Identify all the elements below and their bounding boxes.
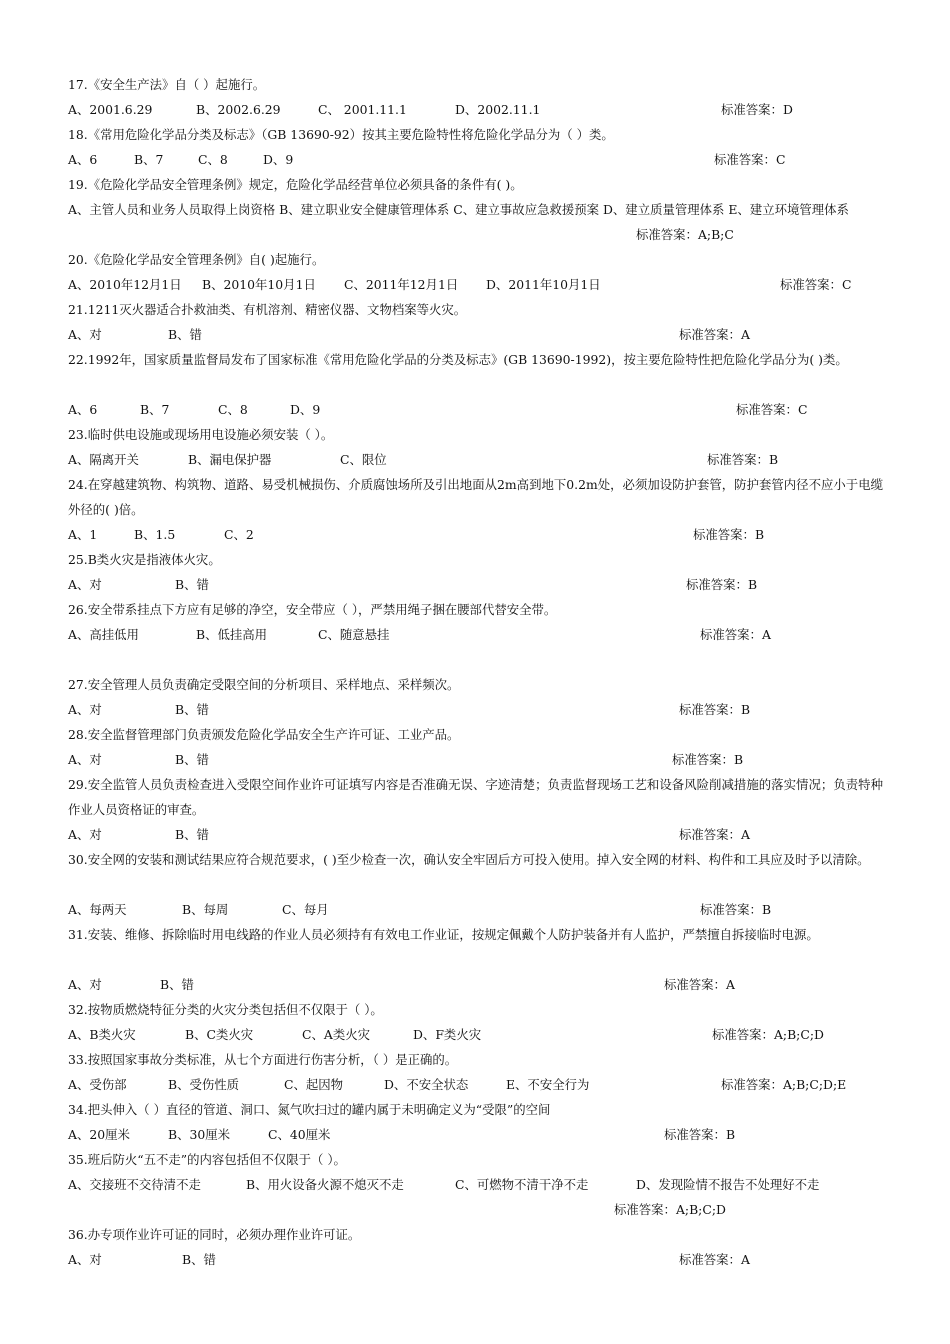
question-text: 29.安全监管人员负责检查进入受限空间作业许可证填写内容是否准确无误、字迹清楚；负责监督现场工艺和设备风险削减措施的落实情况；负责特种作业人员资格证的审查。 (68, 777, 883, 817)
question-text: 21.1211灭火器适合扑救油类、有机溶剂、精密仪器、文物档案等火灾。 (68, 302, 467, 317)
option: B、错 (175, 702, 209, 717)
option: A、隔离开关 (68, 452, 139, 467)
option: A、对 (68, 577, 102, 592)
options-row (68, 622, 883, 647)
option: D、9 (290, 402, 321, 417)
standard-answer: 标准答案：A;B;C (636, 227, 734, 242)
options-row (68, 897, 883, 922)
options-row (68, 747, 883, 772)
option: C、可燃物不清干净不走 (455, 1177, 589, 1192)
option: C、 2001.11.1 (318, 102, 407, 117)
question-text: 30.安全网的安装和测试结果应符合规范要求，( )至少检查一次，确认安全牢固后方可投入使用。掉入安全网的材料、构件和工具应及时予以清除。 (68, 852, 870, 867)
standard-answer: 标准答案：C (714, 152, 786, 167)
options-row (68, 97, 883, 122)
option: A、20厘米 (68, 1127, 130, 1142)
question-30 (68, 847, 883, 922)
question-21 (68, 297, 883, 347)
question-text: 35.班后防火“五不走”的内容包括但不仅限于（ ）。 (68, 1152, 346, 1167)
question-31 (68, 922, 883, 997)
option: B、C类火灾 (185, 1027, 254, 1042)
options-row (68, 397, 883, 422)
option: B、错 (175, 577, 209, 592)
question-20 (68, 247, 883, 297)
option: C、每月 (282, 902, 329, 917)
standard-answer: 标准答案：A;B;C;D (712, 1027, 824, 1042)
option: D、不安全状态 (384, 1077, 469, 1092)
standard-answer: 标准答案：B (679, 702, 751, 717)
option: A、对 (68, 1252, 102, 1267)
question-18 (68, 122, 883, 172)
question-text: 31.安装、维修、拆除临时用电线路的作业人员必须持有有效电工作业证，按规定佩戴个人防护装备并有人监护，严禁擅自拆接临时电源。 (68, 927, 819, 942)
option: C、2011年12月1日 (344, 277, 459, 292)
options-row (68, 147, 883, 172)
option: A、对 (68, 327, 102, 342)
options-row (68, 697, 883, 722)
option: D、2011年10月1日 (486, 277, 601, 292)
standard-answer: 标准答案：C (736, 402, 808, 417)
question-19 (68, 172, 883, 247)
option: A、交接班不交待清不走 (68, 1177, 201, 1192)
question-27 (68, 672, 883, 722)
option: E、不安全行为 (506, 1077, 590, 1092)
options-row (68, 972, 883, 997)
standard-answer: 标准答案：A;B;C;D (614, 1202, 726, 1217)
standard-answer: 标准答案：B (707, 452, 779, 467)
option: B、错 (160, 977, 194, 992)
standard-answer: 标准答案：B (664, 1127, 736, 1142)
options-row (68, 822, 883, 847)
standard-answer: 标准答案：C (780, 277, 852, 292)
question-29 (68, 772, 883, 847)
question-text: 33.按照国家事故分类标准，从七个方面进行伤害分析，（ ）是正确的。 (68, 1052, 458, 1067)
question-text: 28.安全监督管理部门负责颁发危险化学品安全生产许可证、工业产品。 (68, 727, 460, 742)
standard-answer: 标准答案：A (664, 977, 735, 992)
standard-answer: 标准答案：B (686, 577, 758, 592)
question-25 (68, 547, 883, 597)
option: A、受伤部 (68, 1077, 127, 1092)
question-text: 36.办专项作业许可证的同时，必须办理作业许可证。 (68, 1227, 361, 1242)
option: A、2010年12月1日 (68, 277, 182, 292)
question-text: 18.《常用危险化学品分类及标志》（GB 13690-92）按其主要危险特性将危险化学品分为（ ）类。 (68, 127, 614, 142)
question-33 (68, 1047, 883, 1097)
options-text: A、主管人员和业务人员取得上岗资格 B、建立职业安全健康管理体系 C、建立事故应急救援预案 D、建立质量管理体系 E、建立环境管理体系 (68, 202, 849, 217)
option: B、7 (140, 402, 170, 417)
option: D、2002.11.1 (455, 102, 541, 117)
question-34 (68, 1097, 883, 1147)
option: B、2002.6.29 (196, 102, 281, 117)
question-text: 34.把头伸入（ ）直径的管道、洞口、氮气吹扫过的罐内属于未明确定义为“受限”的空间 (68, 1102, 551, 1117)
question-text: 27.安全管理人员负责确定受限空间的分析项目、采样地点、采样频次。 (68, 677, 460, 692)
option: B、7 (134, 152, 164, 167)
option: B、错 (168, 327, 202, 342)
options-row (68, 1122, 883, 1147)
standard-answer: 标准答案：B (693, 527, 765, 542)
option: B、错 (175, 827, 209, 842)
option: B、1.5 (134, 527, 176, 542)
option: B、低挂高用 (196, 627, 268, 642)
option: B、用火设备火源不熄灭不走 (246, 1177, 404, 1192)
options-row (68, 322, 883, 347)
question-26 (68, 597, 883, 647)
question-text: 26.安全带系挂点下方应有足够的净空，安全带应（ ），严禁用绳子捆在腰部代替安全带。 (68, 602, 557, 617)
option: C、随意悬挂 (318, 627, 390, 642)
option: D、9 (263, 152, 294, 167)
option: A、每两天 (68, 902, 127, 917)
question-24 (68, 472, 883, 547)
option: A、B类火灾 (68, 1027, 136, 1042)
answer-row (68, 1197, 883, 1222)
standard-answer: 标准答案：A;B;C;D;E (721, 1077, 847, 1092)
question-text: 20.《危险化学品安全管理条例》自( )起施行。 (68, 252, 325, 267)
standard-answer: 标准答案：A (679, 327, 750, 342)
question-36 (68, 1222, 883, 1272)
option: A、6 (68, 402, 98, 417)
option: C、8 (218, 402, 248, 417)
option: C、8 (198, 152, 228, 167)
standard-answer: 标准答案：A (679, 1252, 750, 1267)
option: A、6 (68, 152, 98, 167)
question-text: 32.按物质燃烧特征分类的火灾分类包括但不仅限于（ ）。 (68, 1002, 383, 1017)
question-text: 22.1992年，国家质量监督局发布了国家标准《常用危险化学品的分类及标志》(GB 13690-1992)，按主要危险特性把危险化学品分为( )类。 (68, 352, 848, 367)
option: C、2 (224, 527, 254, 542)
question-text: 17.《安全生产法》自（ ）起施行。 (68, 77, 266, 92)
option: B、错 (175, 752, 209, 767)
options-row (68, 522, 883, 547)
option: A、对 (68, 752, 102, 767)
options-row (68, 1072, 883, 1097)
question-32 (68, 997, 883, 1047)
options-row (68, 1022, 883, 1047)
option: A、对 (68, 977, 102, 992)
question-text: 25.B类火灾是指液体火灾。 (68, 552, 221, 567)
standard-answer: 标准答案：D (721, 102, 793, 117)
standard-answer: 标准答案：B (700, 902, 772, 917)
question-text: 24.在穿越建筑物、构筑物、道路、易受机械损伤、介质腐蚀场所及引出地面从2m高到地下0.2m处，必须加设防护套管，防护套管内径不应小于电缆外径的( )倍。 (68, 477, 883, 517)
option: B、漏电保护器 (188, 452, 272, 467)
option: C、限位 (340, 452, 387, 467)
options-row (68, 572, 883, 597)
question-23 (68, 422, 883, 472)
option: B、每周 (182, 902, 229, 917)
option: C、40厘米 (268, 1127, 331, 1142)
option: C、起因物 (284, 1077, 344, 1092)
option: C、A类火灾 (302, 1027, 370, 1042)
question-text: 23.临时供电设施或现场用电设施必须安装（ ）。 (68, 427, 334, 442)
option: B、受伤性质 (168, 1077, 240, 1092)
options-row (68, 447, 883, 472)
option: A、高挂低用 (68, 627, 139, 642)
standard-answer: 标准答案：A (700, 627, 771, 642)
option: A、2001.6.29 (68, 102, 153, 117)
question-22 (68, 347, 883, 422)
question-17 (68, 72, 883, 122)
options-row (68, 272, 883, 297)
option: A、对 (68, 827, 102, 842)
option: B、30厘米 (168, 1127, 231, 1142)
standard-answer: 标准答案：A (679, 827, 750, 842)
option: A、1 (68, 527, 98, 542)
question-28 (68, 722, 883, 772)
option: D、发现险情不报告不处理好不走 (636, 1177, 820, 1192)
option: B、错 (182, 1252, 216, 1267)
question-text: 19.《危险化学品安全管理条例》规定，危险化学品经营单位必须具备的条件有( )。 (68, 177, 523, 192)
options-row (68, 1172, 883, 1197)
option: D、F类火灾 (413, 1027, 482, 1042)
options-row (68, 1247, 883, 1272)
standard-answer: 标准答案：B (672, 752, 744, 767)
option: A、对 (68, 702, 102, 717)
option: B、2010年10月1日 (202, 277, 316, 292)
question-35 (68, 1147, 883, 1222)
